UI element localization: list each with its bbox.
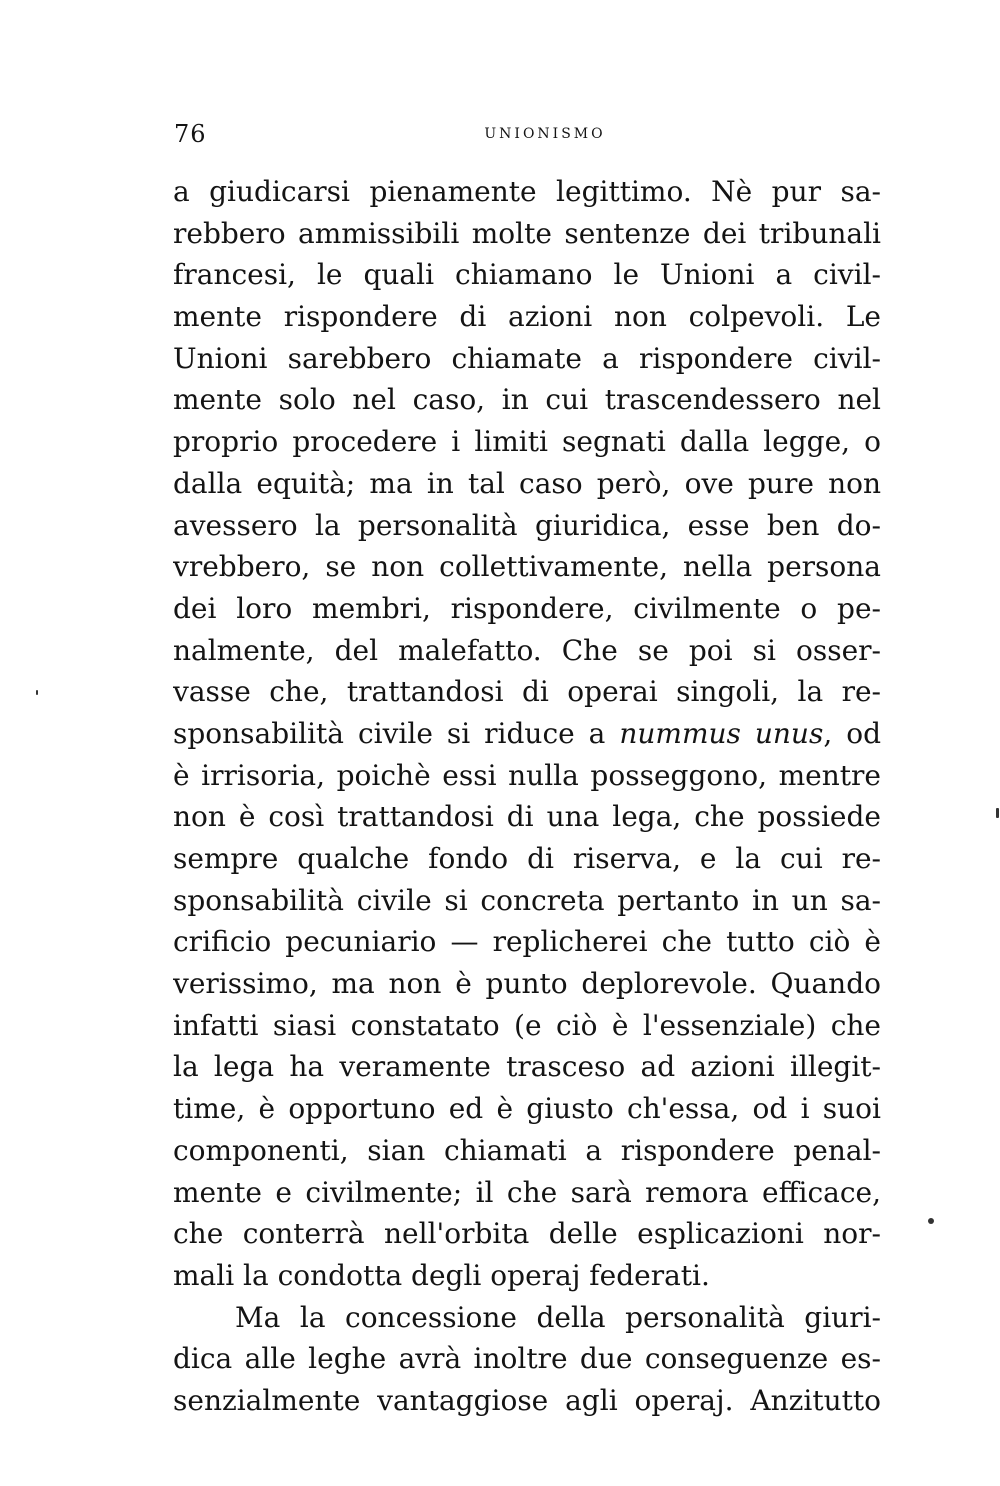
text-line: dica alle leghe avrà inoltre due conseguenze es- bbox=[173, 1342, 881, 1376]
text-line: mente rispondere di azioni non colpevoli. Le bbox=[173, 300, 881, 334]
text-line: nalmente, del malefatto. Che se poi si osser- bbox=[173, 633, 881, 667]
italic-phrase: nummus unus bbox=[619, 716, 824, 750]
text-line: sponsabilità civile si riduce a nummus unus, od bbox=[173, 716, 881, 750]
running-head: UNIONISMO bbox=[484, 126, 606, 142]
text-line: avessero la personalità giuridica, esse ben do- bbox=[173, 508, 881, 542]
text-line: vrebbero, se non collettivamente, nella persona bbox=[173, 550, 881, 584]
paragraph-first-line: Ma la concessione della personalità giuri- bbox=[235, 1300, 881, 1334]
text-line: che conterrà nell'orbita delle esplicazioni nor- bbox=[173, 1217, 881, 1251]
page-number: 76 bbox=[174, 120, 207, 148]
text-line: non è così trattandosi di una lega, che possiede bbox=[173, 800, 881, 834]
body-text bbox=[173, 171, 881, 1422]
text-line: è irrisoria, poichè essi nulla posseggono, mentre bbox=[173, 758, 881, 792]
text-line: dei loro membri, rispondere, civilmente o pe- bbox=[173, 591, 881, 625]
text-line: mente solo nel caso, in cui trascendessero nel bbox=[173, 383, 881, 417]
scan-speck bbox=[36, 690, 38, 695]
text-line: time, è opportuno ed è giusto ch'essa, od i suoi bbox=[173, 1092, 881, 1126]
text-line: verissimo, ma non è punto deplorevole. Quando bbox=[173, 967, 881, 1001]
text-line: dalla equità; ma in tal caso però, ove pure non bbox=[173, 466, 881, 500]
text-line: sponsabilità civile si concreta pertanto in un sa- bbox=[173, 883, 881, 917]
text-line: mente e civilmente; il che sarà remora efficace, bbox=[173, 1175, 881, 1209]
text-line: senzialmente vantaggiose agli operaj. Anzitutto bbox=[173, 1383, 881, 1417]
text-line: vasse che, trattandosi di operai singoli, la re- bbox=[173, 675, 881, 709]
text-line: componenti, sian chiamati a rispondere penal- bbox=[173, 1133, 881, 1167]
text-line: proprio procedere i limiti segnati dalla legge, o bbox=[173, 425, 881, 459]
text-line: la lega ha veramente trasceso ad azioni illegit- bbox=[173, 1050, 881, 1084]
text-line: rebbero ammissibili molte sentenze dei tribunali bbox=[173, 216, 881, 250]
text-line: sempre qualche fondo di riserva, e la cui re- bbox=[173, 842, 881, 875]
text-line: francesi, le quali chiamano le Unioni a civil- bbox=[173, 258, 881, 292]
page-header bbox=[172, 120, 882, 160]
paragraph-last-line: mali la condotta degli operaj federati. bbox=[173, 1258, 710, 1292]
text-line: infatti siasi constatato (e ciò è l'essenziale) che bbox=[173, 1008, 881, 1042]
text-line: crificio pecuniario — replicherei che tutto ciò è bbox=[173, 925, 881, 959]
scan-speck bbox=[996, 808, 999, 818]
text-line: a giudicarsi pienamente legittimo. Nè pur sa- bbox=[173, 175, 881, 208]
scan-speck bbox=[928, 1218, 934, 1224]
text-line: Unioni sarebbero chiamate a rispondere civil- bbox=[173, 341, 881, 375]
